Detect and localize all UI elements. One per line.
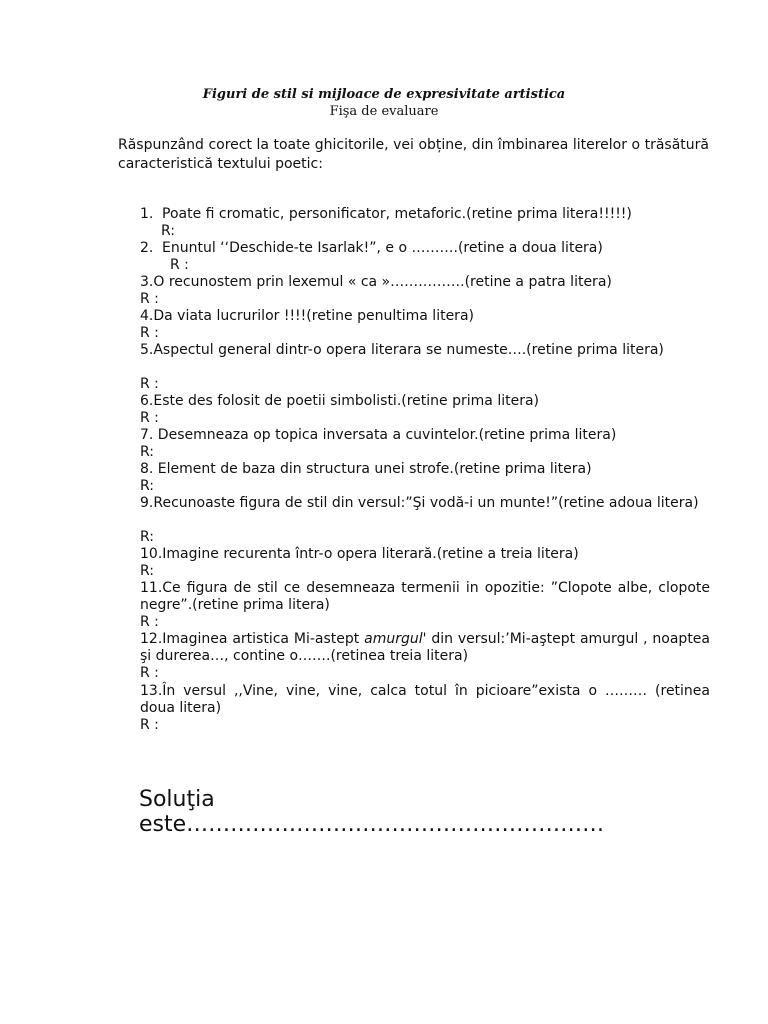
question-1 — [140, 206, 710, 223]
answer-10: R: — [140, 563, 155, 579]
question-7: 7. Desemneaza op topica inversata a cuvintelor.(retine prima litera) — [140, 427, 617, 443]
answer-4: R : — [140, 325, 159, 341]
question-4: 4.Da viata lucrurilor !!!!(retine penultima litera) — [140, 308, 474, 324]
question-text-italic: amurgul' — [364, 631, 427, 647]
answer-9: R: — [140, 529, 155, 545]
question-8: 8. Element de baza din structura unei strofe.(retine prima litera) — [140, 461, 592, 477]
answer-8: R: — [140, 478, 155, 494]
question-5: 5.Aspectul general dintr-o opera literara se numeste….(retine prima litera) — [140, 342, 664, 358]
question-text-part: din versul:’Mi-aştept amurgul , noaptea şi durerea…, contine o…….(retinea treia litera) — [140, 631, 710, 664]
page-title: Figuri de stil si mijloace de expresivitate artistica — [202, 87, 566, 102]
question-12 — [140, 631, 710, 665]
question-13: 13.În versul ,,Vine, vine, vine, calca totul în picioare”exista o ……… (retinea doua litera) — [140, 683, 710, 716]
solution-label: Soluţia — [139, 787, 215, 812]
solution-line: este………………………………………………… — [139, 812, 605, 837]
question-11: 11.Ce figura de stil ce desemneaza termenii in opozitie: ”Clopote albe, clopote negre”.(retine prima litera) — [140, 580, 710, 613]
answer-1: R: — [161, 223, 176, 239]
answer-5: R : — [140, 376, 159, 392]
question-6: 6.Este des folosit de poetii simbolisti.(retine prima litera) — [140, 393, 539, 409]
question-9: 9.Recunoaste figura de stil din versul:”Şi vodă-i un munte!”(retine adoua litera) — [140, 495, 699, 511]
answer-6: R : — [140, 410, 159, 426]
answer-7: R: — [140, 444, 155, 460]
question-text: Enuntul ‘‘Deschide-te Isarlak!”, e o ……….(retine a doua litera) — [162, 240, 603, 256]
page-subtitle: Fişa de evaluare — [329, 104, 439, 119]
answer-3: R : — [140, 291, 159, 307]
answer-13: R : — [140, 717, 159, 733]
intro-paragraph: Răspunzând corect la toate ghicitorile, vei obține, din îmbinarea literelor o trăsătură caracteristică textului poetic: — [118, 137, 709, 172]
question-number: 1. — [140, 206, 154, 222]
question-3: 3.O recunostem prin lexemul « ca »…………….(retine a patra litera) — [140, 274, 612, 290]
question-text: Poate fi cromatic, personificator, metaforic.(retine prima litera!!!!!) — [162, 206, 632, 222]
question-10: 10.Imagine recurenta într-o opera literară.(retine a treia litera) — [140, 546, 579, 562]
question-text-part: 12.Imaginea artistica Mi-astept — [140, 631, 365, 647]
question-number: 2. — [140, 240, 154, 256]
question-2 — [140, 240, 710, 257]
answer-12: R : — [140, 665, 159, 681]
answer-11: R : — [140, 614, 159, 630]
answer-2: R : — [170, 257, 189, 273]
